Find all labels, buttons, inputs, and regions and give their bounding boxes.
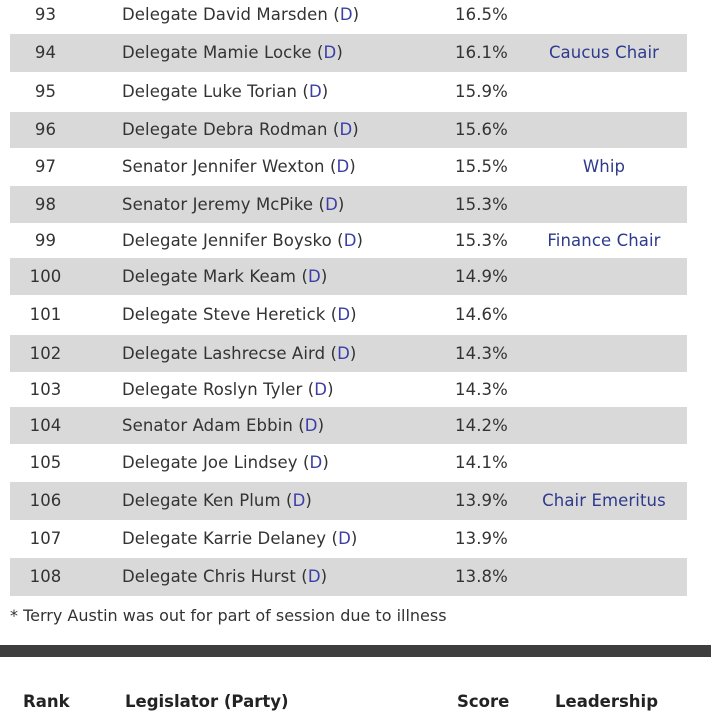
rank-cell: 106: [29, 491, 62, 510]
footnote: * Terry Austin was out for part of session due to illness: [10, 606, 447, 625]
legislator-name: Delegate Jennifer Boysko: [122, 231, 332, 250]
table-row: [10, 0, 687, 33]
table-row: [10, 520, 687, 558]
legislator-cell: Delegate Steve Heretick (D): [122, 305, 357, 324]
table-row: [10, 34, 687, 72]
legislator-cell: Delegate Chris Hurst (D): [122, 567, 328, 586]
party-label: D: [339, 5, 353, 24]
leadership-cell: Caucus Chair: [548, 43, 660, 62]
party-label: D: [309, 453, 323, 472]
score-cell: 15.6%: [455, 120, 508, 139]
party-label: D: [337, 305, 351, 324]
legislator-name: Delegate Ken Plum: [122, 491, 281, 510]
legislator-cell: Delegate Mark Keam (D): [122, 267, 328, 286]
score-cell: 14.3%: [455, 344, 508, 363]
table-row: [10, 258, 687, 295]
legislator-cell: Delegate Karrie Delaney (D): [122, 529, 358, 548]
legislator-cell: Delegate Ken Plum (D): [122, 491, 312, 510]
legislator-name: Delegate Mamie Locke: [122, 43, 312, 62]
party-label: D: [292, 491, 306, 510]
rank-cell: 95: [34, 82, 57, 101]
party-label: D: [314, 380, 328, 399]
table-row: [10, 482, 687, 520]
header-rank: Rank: [23, 692, 70, 711]
party-label: D: [304, 416, 318, 435]
score-cell: 14.9%: [455, 267, 508, 286]
rank-cell: 102: [29, 344, 62, 363]
leadership-cell: Finance Chair: [547, 231, 661, 250]
table-row: [10, 558, 687, 596]
legislator-name: Delegate Karrie Delaney: [122, 529, 327, 548]
legislator-name: Delegate Mark Keam: [122, 267, 297, 286]
rank-cell: 107: [29, 529, 62, 548]
legislator-name: Delegate Lashrecse Aird: [122, 344, 326, 363]
score-cell: 15.5%: [455, 157, 508, 176]
table-row: [10, 407, 687, 444]
rank-cell: 99: [34, 231, 57, 250]
table-row: [10, 372, 687, 407]
legislator-cell: Delegate David Marsden (D): [122, 5, 360, 24]
table-row: [10, 295, 687, 335]
party-label: D: [338, 529, 351, 548]
rank-cell: 100: [29, 267, 62, 286]
rank-cell: 96: [34, 120, 57, 139]
rank-cell: 104: [29, 416, 62, 435]
legislator-cell: Delegate Lashrecse Aird (D): [122, 344, 357, 363]
score-cell: 14.1%: [455, 453, 508, 472]
header-legislator: Legislator (Party): [125, 692, 289, 711]
legislator-name: Senator Jeremy McPike: [122, 195, 314, 214]
score-cell: 15.3%: [455, 231, 508, 250]
score-cell: 14.3%: [455, 380, 508, 399]
score-cell: 15.9%: [455, 82, 508, 101]
score-cell: 16.5%: [455, 5, 508, 24]
legislator-name: Delegate Roslyn Tyler: [122, 380, 303, 399]
legislator-cell: Delegate Joe Lindsey (D): [122, 453, 329, 472]
section-divider: [0, 645, 711, 657]
legislator-name: Senator Adam Ebbin: [122, 416, 293, 435]
table-row: [10, 444, 687, 482]
legislator-cell: Delegate Debra Rodman (D): [122, 120, 359, 139]
rank-cell: 94: [34, 43, 57, 62]
score-cell: 13.9%: [455, 529, 508, 548]
party-label: D: [339, 120, 353, 139]
rank-cell: 108: [29, 567, 62, 586]
legislator-name: Delegate Debra Rodman: [122, 120, 328, 139]
rank-cell: 98: [34, 195, 57, 214]
party-label: D: [323, 43, 337, 62]
party-label: D: [336, 157, 350, 176]
rank-cell: 93: [34, 5, 57, 24]
legislator-name: Delegate Steve Heretick: [122, 305, 326, 324]
party-label: D: [343, 231, 357, 250]
rank-cell: 103: [29, 380, 62, 399]
score-cell: 13.8%: [455, 567, 508, 586]
party-label: D: [325, 195, 338, 214]
party-label: D: [307, 567, 321, 586]
table-row: [10, 148, 687, 186]
legislator-name: Delegate Luke Torian: [122, 82, 298, 101]
leadership-cell: Whip: [582, 157, 626, 176]
header-score: Score: [457, 692, 510, 711]
score-cell: 14.2%: [455, 416, 508, 435]
legislator-cell: Senator Jennifer Wexton (D): [122, 157, 356, 176]
party-label: D: [308, 267, 321, 286]
table-row: [10, 335, 687, 372]
score-cell: 14.6%: [455, 305, 508, 324]
legislator-name: Senator Jennifer Wexton: [122, 157, 325, 176]
score-cell: 13.9%: [455, 491, 508, 510]
legislator-cell: Senator Adam Ebbin (D): [122, 416, 325, 435]
legislator-cell: Delegate Mamie Locke (D): [122, 43, 343, 62]
rank-cell: 101: [29, 305, 62, 324]
legislator-cell: Senator Jeremy McPike (D): [122, 195, 345, 214]
table-row: [10, 112, 687, 148]
rank-cell: 105: [29, 453, 62, 472]
header-leadership: Leadership: [555, 692, 659, 711]
score-cell: 15.3%: [455, 195, 508, 214]
table-row: [10, 72, 687, 112]
legislator-cell: Delegate Roslyn Tyler (D): [122, 380, 334, 399]
legislator-name: Delegate Joe Lindsey: [122, 453, 298, 472]
table-row: [10, 223, 687, 258]
legislator-name: Delegate Chris Hurst: [122, 567, 296, 586]
legislator-cell: Delegate Jennifer Boysko (D): [122, 231, 364, 250]
rank-cell: 97: [34, 157, 57, 176]
score-cell: 16.1%: [455, 43, 508, 62]
legislator-name: Delegate David Marsden: [122, 5, 328, 24]
table-row: [10, 186, 687, 223]
legislator-cell: Delegate Luke Torian (D): [122, 82, 329, 101]
party-label: D: [337, 344, 350, 363]
leadership-cell: Chair Emeritus: [542, 491, 666, 510]
party-label: D: [308, 82, 322, 101]
